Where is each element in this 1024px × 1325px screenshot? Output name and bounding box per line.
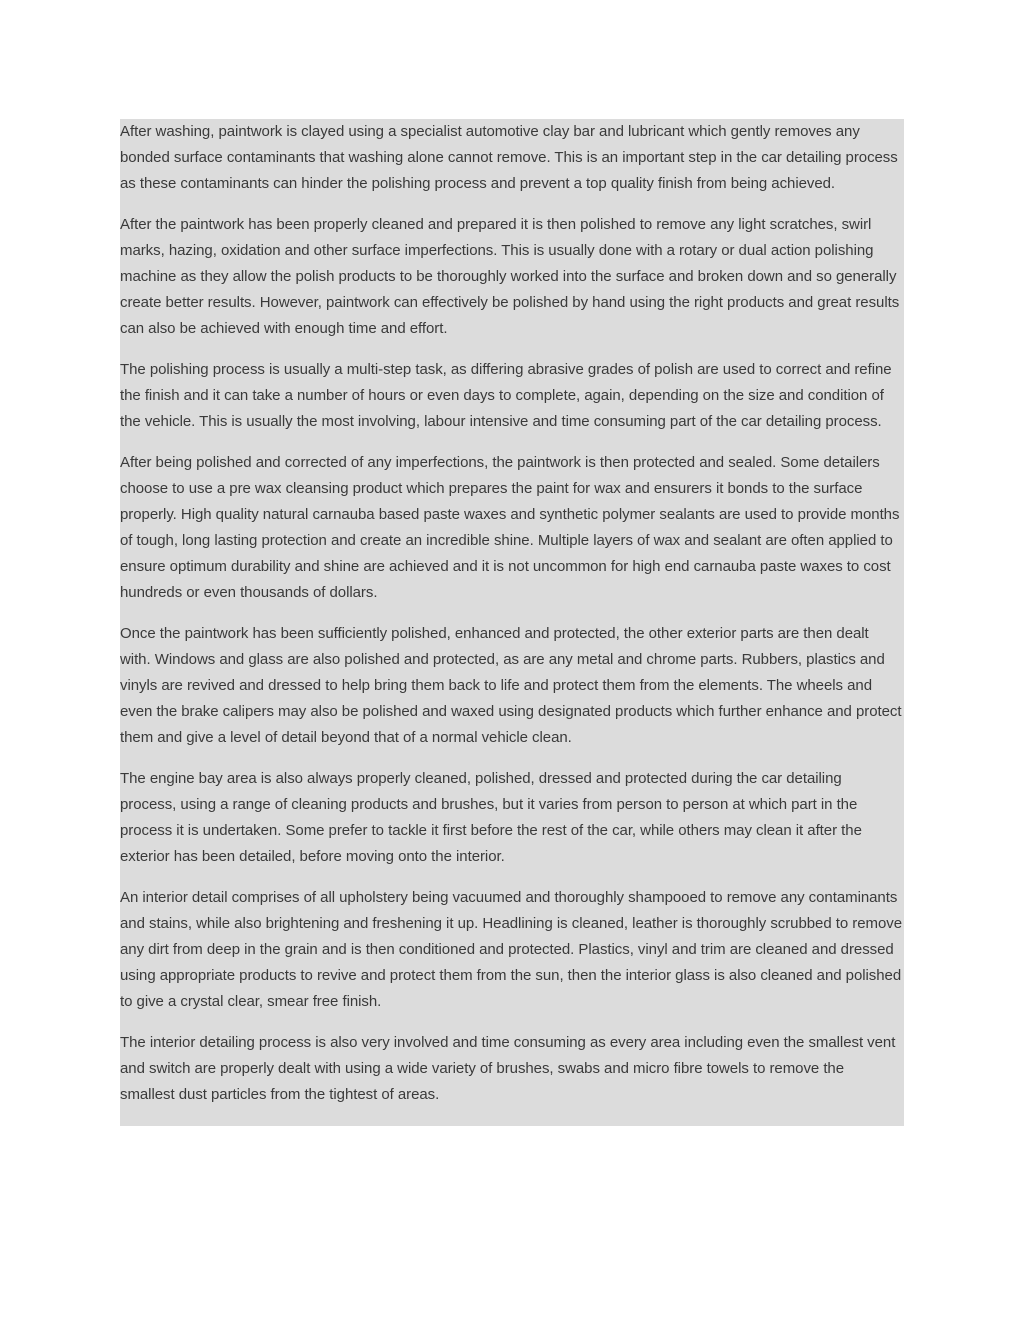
paragraph-2: After the paintwork has been properly cleaned and prepared it is then polished to remove any light scratches, swirl marks, hazing, oxidation and other surface imperfections. This is usually done with a rotary or dual action polishing machine as they allow the polish products to be thoroughly worked into the surface and broken down and so generally create better results. However, paintwork can effectively be polished by hand using the right products and great results can also be achieved with enough time and effort.	[120, 216, 900, 337]
paragraph-7: An interior detail comprises of all upholstery being vacuumed and thoroughly shampooed to remove any contaminants and stains, while also brightening and freshening it up. Headlining is cleaned, leather is thoroughly scrubbed to remove any dirt from deep in the grain and is then conditioned and protected. Plastics, vinyl and trim are cleaned and dressed using appropriate products to revive and protect them from the sun, then the interior glass is also cleaned and polished to give a crystal clear, smear free finish.	[120, 889, 902, 1010]
paragraph-3: The polishing process is usually a multi-step task, as differing abrasive grades of polish are used to correct and refine the finish and it can take a number of hours or even days to complete, again, depending on the size and condition of the vehicle. This is usually the most involving, labour intensive and time consuming part of the car detailing process.	[120, 361, 892, 430]
paragraph-8: The interior detailing process is also very involved and time consuming as every area including even the smallest vent and switch are properly dealt with using a wide variety of brushes, swabs and micro fibre towels to remove the smallest dust particles from the tightest of areas.	[120, 1034, 896, 1103]
paragraph-1: After washing, paintwork is clayed using a specialist automotive clay bar and lubricant which gently removes any bonded surface contaminants that washing alone cannot remove. This is an important step in the car detailing process as these contaminants can hinder the polishing process and prevent a top quality finish from being achieved.	[120, 123, 898, 192]
paragraph-6: The engine bay area is also always properly cleaned, polished, dressed and protected during the car detailing process, using a range of cleaning products and brushes, but it varies from person to person at which part in the process it is undertaken. Some prefer to tackle it first before the rest of the car, while others may clean it after the exterior has been detailed, before moving onto the interior.	[120, 770, 862, 865]
text-block	[120, 119, 904, 1126]
paragraph-4: After being polished and corrected of any imperfections, the paintwork is then protected and sealed. Some detailers choose to use a pre wax cleansing product which prepares the paint for wax and ensurers it bonds to the surface properly. High quality natural carnauba based paste waxes and synthetic polymer sealants are used to provide months of tough, long lasting protection and create an incredible shine. Multiple layers of wax and sealant are often applied to ensure optimum durability and shine are achieved and it is not uncommon for high end carnauba paste waxes to cost hundreds or even thousands of dollars.	[120, 454, 900, 601]
paragraph-5: Once the paintwork has been sufficiently polished, enhanced and protected, the other exterior parts are then dealt with. Windows and glass are also polished and protected, as are any metal and chrome parts. Rubbers, plastics and vinyls are revived and dressed to help bring them back to life and protect them from the elements. The wheels and even the brake calipers may also be polished and waxed using designated products which further enhance and protect them and give a level of detail beyond that of a normal vehicle clean.	[120, 625, 902, 746]
